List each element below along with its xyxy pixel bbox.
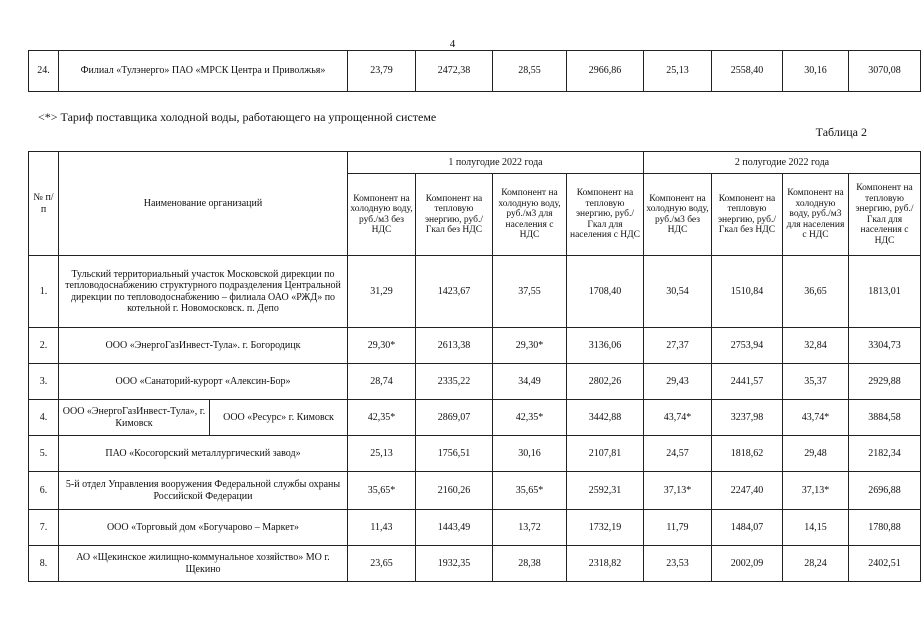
- table-row: [29, 51, 921, 92]
- value-cell: 28,24: [783, 546, 849, 582]
- row-number: 24.: [29, 51, 59, 92]
- table-title: Таблица 2: [815, 125, 867, 139]
- value-cell: 34,49: [493, 364, 567, 400]
- value-cell: 2869,07: [416, 400, 493, 436]
- value-cell: 2592,31: [567, 472, 644, 510]
- header-col: Компонент на холодную воду, руб./м3 без НДС: [644, 174, 712, 256]
- value-cell: 3884,58: [849, 400, 921, 436]
- value-cell: 2441,57: [712, 364, 783, 400]
- value-cell: 2929,88: [849, 364, 921, 400]
- value-cell: 1932,35: [416, 546, 493, 582]
- value-cell: 2402,51: [849, 546, 921, 582]
- value-cell: 11,43: [348, 510, 416, 546]
- value-cell: 28,55: [493, 51, 567, 92]
- value-cell: 2753,94: [712, 328, 783, 364]
- value-cell: 2335,22: [416, 364, 493, 400]
- value-cell: 23,53: [644, 546, 712, 582]
- value-cell: 29,43: [644, 364, 712, 400]
- value-cell: 30,16: [783, 51, 849, 92]
- header-num: № п/п: [29, 152, 59, 256]
- value-cell: 1443,49: [416, 510, 493, 546]
- value-cell: 42,35*: [348, 400, 416, 436]
- value-cell: 2696,88: [849, 472, 921, 510]
- tariff-table: [28, 151, 921, 582]
- header-col: Компонент на холодную воду, руб./м3 для населения с НДС: [783, 174, 849, 256]
- value-cell: 2182,34: [849, 436, 921, 472]
- value-cell: 1780,88: [849, 510, 921, 546]
- value-cell: 2966,86: [567, 51, 644, 92]
- value-cell: 11,79: [644, 510, 712, 546]
- org-name: Тульский территориальный участок Московской дирекции по тепловодоснабжению структурного подразделения Центральной дирекции по тепловодоснабжению – филиала ОАО «РЖД» по котельной г. Новомосковск. п. Депо: [59, 256, 348, 328]
- value-cell: 27,37: [644, 328, 712, 364]
- value-cell: 3136,06: [567, 328, 644, 364]
- org-name-b: ООО «Ресурс» г. Кимовск: [210, 400, 348, 436]
- org-name: Филиал «Тулэнерго» ПАО «МРСК Центра и Приволжья»: [59, 51, 348, 92]
- table-row: [29, 510, 921, 546]
- value-cell: 1732,19: [567, 510, 644, 546]
- value-cell: 36,65: [783, 256, 849, 328]
- header-col: Компонент на холодную воду, руб./м3 без НДС: [348, 174, 416, 256]
- value-cell: 1423,67: [416, 256, 493, 328]
- header-half-1: 1 полугодие 2022 года: [348, 152, 644, 174]
- row-number: 1.: [29, 256, 59, 328]
- table-row: [29, 472, 921, 510]
- value-cell: 29,48: [783, 436, 849, 472]
- table-row: [29, 256, 921, 328]
- value-cell: 2160,26: [416, 472, 493, 510]
- value-cell: 2802,26: [567, 364, 644, 400]
- value-cell: 2002,09: [712, 546, 783, 582]
- value-cell: 29,30*: [493, 328, 567, 364]
- header-col: Компонент на тепловую энергию, руб./Гкал для населения с НДС: [567, 174, 644, 256]
- row-number: 5.: [29, 436, 59, 472]
- table-row: [29, 546, 921, 582]
- value-cell: 23,65: [348, 546, 416, 582]
- org-name: ООО «ЭнергоГазИнвест-Тула». г. Богородицк: [59, 328, 348, 364]
- value-cell: 28,38: [493, 546, 567, 582]
- value-cell: 2318,82: [567, 546, 644, 582]
- value-cell: 35,37: [783, 364, 849, 400]
- value-cell: 37,55: [493, 256, 567, 328]
- header-col: Компонент на тепловую энергию, руб./Гкал для населения с НДС: [849, 174, 921, 256]
- value-cell: 2472,38: [416, 51, 493, 92]
- row-number: 2.: [29, 328, 59, 364]
- value-cell: 3070,08: [849, 51, 921, 92]
- value-cell: 13,72: [493, 510, 567, 546]
- value-cell: 30,16: [493, 436, 567, 472]
- value-cell: 1813,01: [849, 256, 921, 328]
- row-number: 6.: [29, 472, 59, 510]
- value-cell: 31,29: [348, 256, 416, 328]
- table-row: [29, 364, 921, 400]
- org-name: ПАО «Косогорский металлургический завод»: [59, 436, 348, 472]
- value-cell: 3442,88: [567, 400, 644, 436]
- value-cell: 3304,73: [849, 328, 921, 364]
- value-cell: 29,30*: [348, 328, 416, 364]
- value-cell: 35,65*: [493, 472, 567, 510]
- value-cell: 2247,40: [712, 472, 783, 510]
- value-cell: 1818,62: [712, 436, 783, 472]
- header-name: Наименование организаций: [59, 152, 348, 256]
- value-cell: 30,54: [644, 256, 712, 328]
- row-number: 4.: [29, 400, 59, 436]
- value-cell: 32,84: [783, 328, 849, 364]
- value-cell: 3237,98: [712, 400, 783, 436]
- value-cell: 24,57: [644, 436, 712, 472]
- header-col: Компонент на тепловую энергию, руб./Гкал без НДС: [416, 174, 493, 256]
- value-cell: 1756,51: [416, 436, 493, 472]
- value-cell: 2558,40: [712, 51, 783, 92]
- table-row: [29, 436, 921, 472]
- org-name: ООО «Торговый дом «Богучарово – Маркет»: [59, 510, 348, 546]
- value-cell: 42,35*: [493, 400, 567, 436]
- org-name: ООО «Санаторий-курорт «Алексин-Бор»: [59, 364, 348, 400]
- header-col: Компонент на холодную воду, руб./м3 для населения с НДС: [493, 174, 567, 256]
- org-name: 5-й отдел Управления вооружения Федеральной службы охраны Российской Федерации: [59, 472, 348, 510]
- table-row: [29, 328, 921, 364]
- header-col: Компонент на тепловую энергию, руб./Гкал без НДС: [712, 174, 783, 256]
- value-cell: 35,65*: [348, 472, 416, 510]
- org-name-a: ООО «ЭнергоГазИнвест-Тула», г. Кимовск: [59, 400, 210, 436]
- row-number: 3.: [29, 364, 59, 400]
- header-half-2: 2 полугодие 2022 года: [644, 152, 921, 174]
- header-row: [29, 152, 921, 174]
- continuation-table: [28, 50, 921, 92]
- row-number: 8.: [29, 546, 59, 582]
- value-cell: 2107,81: [567, 436, 644, 472]
- value-cell: 14,15: [783, 510, 849, 546]
- value-cell: 25,13: [644, 51, 712, 92]
- value-cell: 23,79: [348, 51, 416, 92]
- value-cell: 2613,38: [416, 328, 493, 364]
- value-cell: 28,74: [348, 364, 416, 400]
- value-cell: 37,13*: [644, 472, 712, 510]
- value-cell: 1510,84: [712, 256, 783, 328]
- value-cell: 43,74*: [644, 400, 712, 436]
- value-cell: 1484,07: [712, 510, 783, 546]
- value-cell: 43,74*: [783, 400, 849, 436]
- value-cell: 1708,40: [567, 256, 644, 328]
- row-number: 7.: [29, 510, 59, 546]
- page-number: 4: [449, 38, 456, 50]
- table-row: [29, 400, 921, 436]
- org-name: АО «Щекинское жилищно-коммунальное хозяйство» МО г. Щекино: [59, 546, 348, 582]
- footnote: <*> Тариф поставщика холодной воды, работающего на упрощенной системе: [38, 110, 437, 124]
- value-cell: 37,13*: [783, 472, 849, 510]
- value-cell: 25,13: [348, 436, 416, 472]
